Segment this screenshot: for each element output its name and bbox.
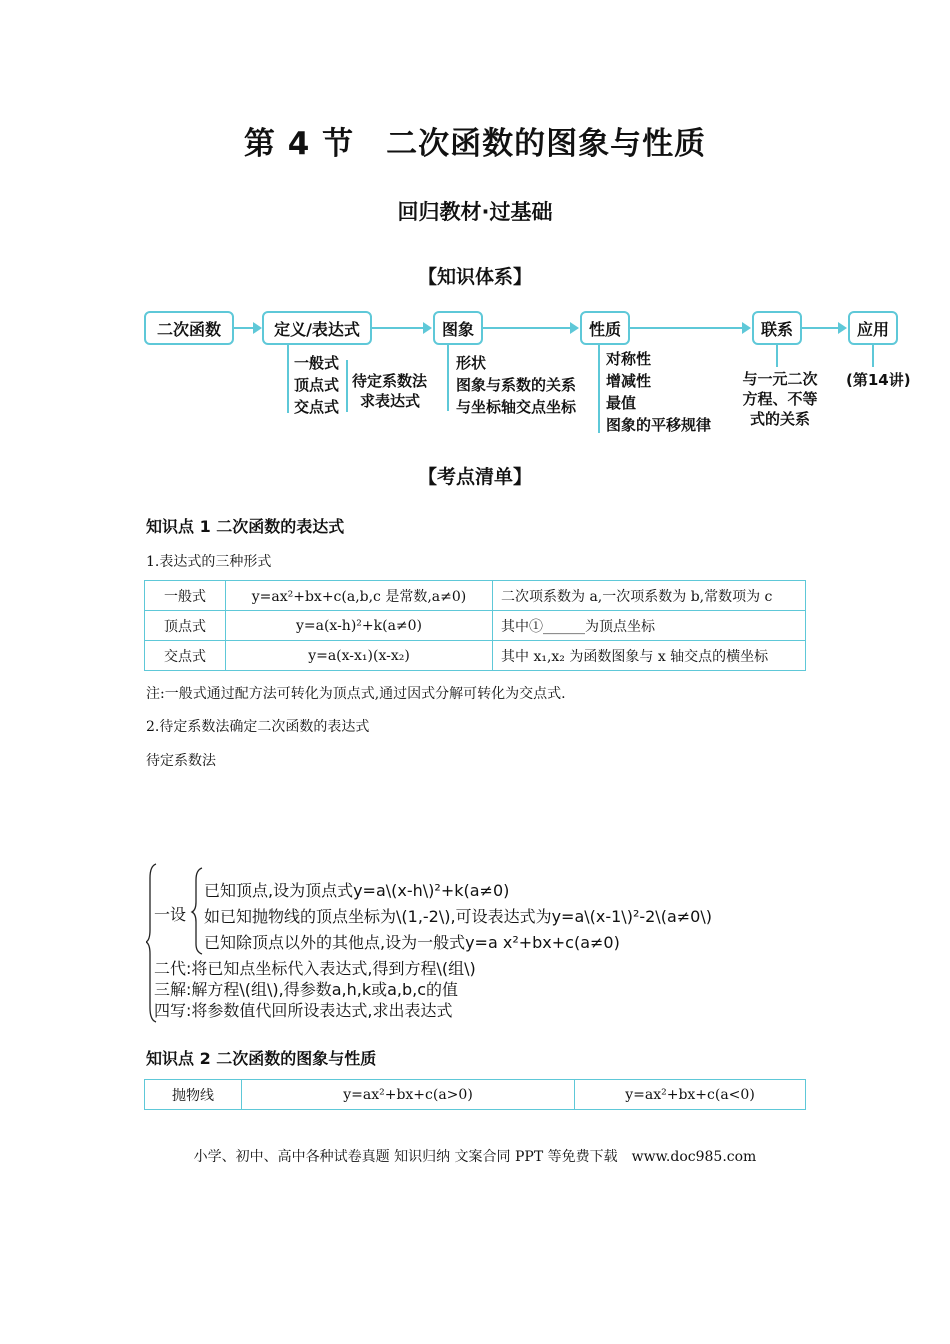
relation-line2: 方程、不等	[742, 390, 818, 408]
table-cell-name: 顶点式	[145, 611, 226, 641]
kp2-heading: 知识点 2 二次函数的图象与性质	[146, 1049, 377, 1068]
footer-text: 小学、初中、高中各种试卷真题 知识归纳 文案合同 PPT 等免费下载 www.doc985.com	[193, 1149, 757, 1165]
def-item-intercept: 交点式	[294, 398, 340, 416]
table-row	[145, 611, 806, 641]
application-branch-line	[872, 345, 874, 367]
node-quadratic-function: 二次函数	[144, 311, 234, 345]
arrow-5	[802, 327, 845, 329]
kp1-sub2: 2.待定系数法确定二次函数的表达式	[146, 719, 370, 735]
table-cell-parabola: 抛物线	[145, 1080, 242, 1110]
relation-branch-line	[776, 345, 778, 367]
property-item-monotonic: 增减性	[606, 372, 652, 390]
def-branch-line	[287, 345, 289, 413]
kp1-heading: 知识点 1 二次函数的表达式	[146, 517, 345, 536]
graph-branch-line	[447, 345, 449, 411]
expression-forms-table	[144, 580, 806, 671]
table-cell-formula: y=a(x-h)²+k(a≠0)	[226, 611, 493, 641]
step-set-item-vertex: 已知顶点,设为顶点式y=a\(x-h\)²+k(a≠0)	[204, 881, 510, 900]
application-lecture: (第14讲)	[846, 371, 911, 389]
property-item-translation: 图象的平移规律	[606, 416, 712, 434]
kp1-method: 待定系数法	[146, 753, 216, 769]
graph-item-coefficient: 图象与系数的关系	[456, 376, 577, 394]
table-row	[145, 1080, 806, 1110]
relation-line3: 式的关系	[749, 410, 810, 428]
node-definition: 定义/表达式	[262, 311, 372, 345]
section-knowledge-system: 【知识体系】	[417, 266, 532, 288]
node-property: 性质	[580, 311, 630, 345]
section-exam-points: 【考点清单】	[417, 466, 532, 488]
step-set-label: 一设	[154, 905, 187, 924]
kp1-sub1: 1.表达式的三种形式	[146, 554, 272, 570]
table-cell-name: 交点式	[145, 641, 226, 671]
table-cell-name: 一般式	[145, 581, 226, 611]
page-subtitle: 回归教材·过基础	[397, 200, 553, 224]
arrow-2	[372, 327, 430, 329]
page-title: 第 4 节 二次函数的图象与性质	[243, 126, 707, 162]
graph-item-shape: 形状	[456, 354, 487, 372]
method-steps	[146, 858, 846, 1028]
property-branch-line	[598, 345, 600, 433]
table-cell-a-positive: y=ax²+bx+c(a>0)	[242, 1080, 575, 1110]
arrow-3	[483, 327, 577, 329]
relation-line1: 与一元二次	[742, 370, 818, 388]
table-row	[145, 641, 806, 671]
graph-item-intercepts: 与坐标轴交点坐标	[456, 398, 577, 416]
table-cell-formula: y=a(x-x₁)(x-x₂)	[226, 641, 493, 671]
graph-properties-table	[144, 1079, 806, 1110]
table-cell-desc: 其中 x₁,x₂ 为函数图象与 x 轴交点的横坐标	[493, 641, 806, 671]
step-substitute: 二代:将已知点坐标代入表达式,得到方程\(组\)	[154, 959, 476, 978]
step-set-item-example: 如已知抛物线的顶点坐标为\(1,-2\),可设表达式为y=a\(x-1\)²-2\(a≠0\)	[204, 907, 712, 926]
kp1-note: 注:一般式通过配方法可转化为顶点式,通过因式分解可转化为交点式.	[146, 686, 566, 702]
step-set-item-general: 已知除顶点以外的其他点,设为一般式y=a x²+bx+c(a≠0)	[204, 933, 620, 952]
table-cell-desc: 其中①______为顶点坐标	[493, 611, 806, 641]
table-cell-a-negative: y=ax²+bx+c(a<0)	[575, 1080, 806, 1110]
table-cell-formula: y=ax²+bx+c(a,b,c 是常数,a≠0)	[226, 581, 493, 611]
step-solve: 三解:解方程\(组\),得参数a,h,k或a,b,c的值	[154, 980, 459, 999]
def-item-vertex: 顶点式	[294, 376, 340, 394]
node-graph: 图象	[433, 311, 483, 345]
def-method-line1: 待定系数法	[352, 372, 428, 390]
arrow-4	[630, 327, 749, 329]
table-cell-desc: 二次项系数为 a,一次项系数为 b,常数项为 c	[493, 581, 806, 611]
arrow-1	[234, 327, 260, 329]
def-item-general: 一般式	[294, 354, 340, 372]
property-item-symmetry: 对称性	[606, 350, 652, 368]
def-bracket-line	[346, 360, 348, 412]
def-method-line2: 求表达式	[360, 392, 421, 410]
step-write: 四写:将参数值代回所设表达式,求出表达式	[154, 1001, 453, 1020]
node-application: 应用	[848, 311, 898, 345]
table-row	[145, 581, 806, 611]
property-item-extreme: 最值	[606, 394, 637, 412]
node-relation: 联系	[752, 311, 802, 345]
